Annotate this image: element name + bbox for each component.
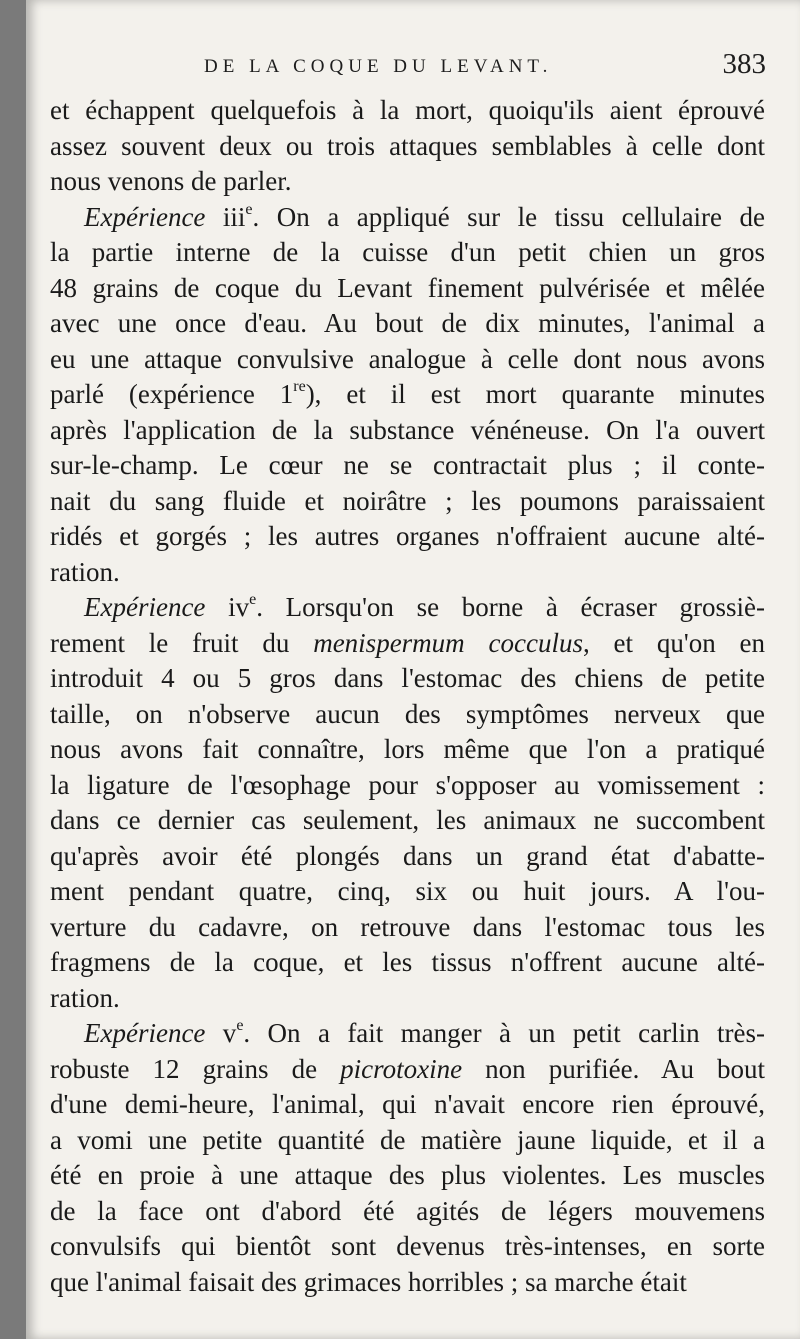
text-line: [50, 1194, 765, 1230]
text-line: [50, 1016, 765, 1052]
text-segment: 48 grains de coque du Levant finement pulvérisée et mêlée: [50, 272, 765, 303]
text-line: [50, 732, 765, 768]
text-segment: . On a fait manger à un petit carlin très-: [243, 1018, 765, 1048]
text-line: [50, 519, 765, 555]
text-segment: menispermum cocculus: [313, 627, 583, 658]
body-text: [50, 93, 765, 1300]
text-segment: v: [205, 1018, 237, 1048]
text-line: [50, 484, 765, 520]
text-segment: Expérience: [84, 1018, 206, 1048]
text-segment: ration.: [50, 556, 120, 587]
text-line: [50, 306, 765, 342]
text-line: [50, 626, 765, 662]
text-line: [50, 448, 765, 484]
text-line: [50, 1087, 765, 1123]
text-line: [50, 697, 765, 733]
text-segment: nous venons de parler.: [50, 166, 292, 196]
text-line: [50, 342, 765, 378]
text-line: [50, 129, 765, 165]
text-line: [50, 271, 765, 307]
text-line: [50, 981, 765, 1017]
text-segment: et échappent quelquefois à la mort, quoiqu'ils aient éprouvé: [50, 95, 765, 125]
text-line: [50, 661, 765, 697]
text-segment: iv: [205, 592, 250, 622]
text-segment: ridés et gorgés ; les autres organes n'offraient aucune alté-: [50, 521, 765, 551]
text-line: [50, 93, 765, 129]
text-segment: robuste 12 grains de: [50, 1053, 341, 1084]
text-segment: introduit 4 ou 5 gros dans l'estomac des chiens de petite: [50, 663, 765, 693]
text-segment: dans ce dernier cas seulement, les animaux ne succombent: [50, 805, 765, 835]
text-segment: la partie interne de la cuisse d'un petit chien un gros: [50, 237, 765, 267]
text-line: [50, 1123, 765, 1159]
text-line: [50, 200, 765, 236]
text-segment: rement le fruit du: [50, 627, 314, 658]
text-segment: de la face ont d'abord été agités de légers mouvemens: [50, 1195, 765, 1226]
text-segment: verture du cadavre, on retrouve dans l'estomac tous les: [50, 911, 765, 942]
text-segment: nait du sang fluide et noirâtre ; les poumons paraissaient: [50, 485, 765, 516]
text-line: [50, 768, 765, 804]
text-segment: a vomi une petite quantité de matière jaune liquide, et il a: [50, 1124, 765, 1155]
text-segment: re: [293, 378, 306, 395]
text-segment: nous avons fait connaître, lors même que l'on a pratiqué: [50, 734, 765, 764]
text-segment: ration.: [50, 982, 120, 1013]
text-line: [50, 590, 765, 626]
text-line: [50, 874, 765, 910]
text-segment: iii: [205, 201, 246, 232]
text-segment: ), et il est mort quarante minutes: [305, 379, 765, 409]
text-segment: été en proie à une attaque des plus violentes. Les muscles: [50, 1160, 765, 1190]
page-header: [26, 48, 800, 88]
text-segment: Expérience: [84, 592, 206, 622]
text-segment: fragmens de la coque, et les tissus n'offrent aucune alté-: [50, 947, 765, 977]
text-line: [50, 377, 765, 413]
text-line: [50, 839, 765, 875]
text-line: [50, 910, 765, 946]
text-segment: taille, on n'observe aucun des symptômes nerveux que: [50, 698, 765, 729]
text-segment: après l'application de la substance vénéneuse. On l'a ouvert: [50, 414, 765, 445]
text-segment: Expérience: [84, 201, 206, 232]
text-segment: ment pendant quatre, cinq, six ou huit jours. A l'ou-: [50, 876, 765, 906]
text-line: [50, 235, 765, 271]
text-line: [50, 1229, 765, 1265]
text-segment: parlé (expérience 1: [50, 379, 294, 409]
text-line: [50, 1158, 765, 1194]
text-segment: non purifiée. Au bout: [462, 1053, 766, 1084]
text-segment: eu une attaque convulsive analogue à celle dont nous avons: [50, 343, 765, 374]
text-segment: picrotoxine: [340, 1053, 463, 1084]
text-segment: la ligature de l'œsophage pour s'opposer au vomissement :: [50, 769, 765, 800]
text-line: [50, 164, 765, 200]
book-page: [26, 0, 800, 1339]
text-segment: sur-le-champ. Le cœur ne se contractait plus ; il conte-: [50, 450, 765, 480]
text-segment: . On a appliqué sur le tissu cellulaire de: [252, 201, 765, 232]
text-segment: assez souvent deux ou trois attaques semblables à celle dont: [50, 130, 765, 161]
text-line: [50, 1265, 765, 1301]
text-segment: , et qu'on en: [582, 627, 765, 658]
page-number: 383: [722, 48, 766, 80]
text-segment: que l'animal faisait des grimaces horribles ; sa marche était: [50, 1266, 687, 1297]
text-line: [50, 555, 765, 591]
text-segment: d'une demi-heure, l'animal, qui n'avait encore rien éprouvé,: [50, 1089, 765, 1119]
running-title: DE LA COQUE DU LEVANT.: [204, 56, 553, 77]
text-line: [50, 945, 765, 981]
text-line: [50, 1052, 765, 1088]
text-line: [50, 413, 765, 449]
text-segment: avec une once d'eau. Au bout de dix minutes, l'animal a: [50, 308, 765, 338]
text-segment: e: [249, 591, 257, 608]
text-segment: convulsifs qui bientôt sont devenus très-intenses, en sorte: [50, 1231, 765, 1261]
text-segment: . Lorsqu'on se borne à écraser grossiè-: [256, 592, 765, 622]
text-segment: e: [236, 1017, 244, 1034]
text-segment: e: [245, 200, 253, 218]
text-line: [50, 803, 765, 839]
text-segment: qu'après avoir été plongés dans un grand état d'abatte-: [50, 840, 765, 871]
